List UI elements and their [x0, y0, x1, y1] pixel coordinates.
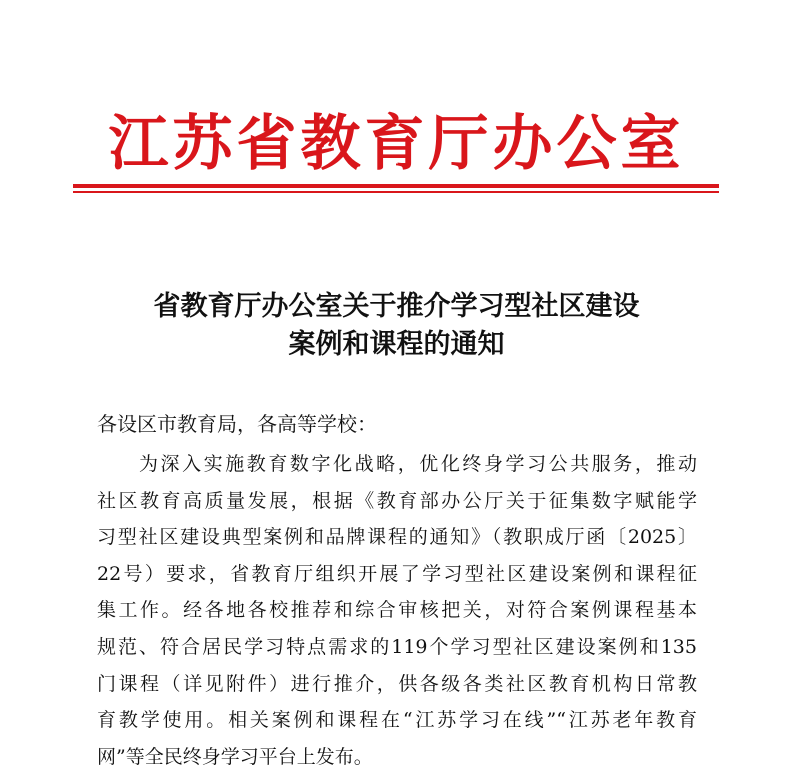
notice-body [97, 446, 697, 775]
salutation: 各设区市教育局，各高等学校： [97, 412, 377, 436]
masthead-rule-thin [73, 191, 719, 193]
notice-title-line-2: 案例和课程的通知 [288, 329, 505, 360]
body-line: 规范、符合居民学习特点需求的119个学习型社区建设案例和135 [97, 635, 697, 658]
body-line: 22号）要求，省教育厅组织开展了学习型社区建设案例和课程征 [97, 562, 697, 585]
body-line: 习型社区建设典型案例和品牌课程的通知》（教职成厅函〔2025〕 [97, 526, 697, 549]
masthead-rule-thick [73, 184, 719, 188]
body-line: 门课程（详见附件）进行推介，供各级各类社区教育机构日常教 [97, 672, 697, 695]
body-line: 为深入实施教育数字化战略，优化终身学习公共服务，推动 [139, 453, 697, 475]
body-line: 网”等全民终身学习平台上发布。 [97, 745, 373, 768]
body-line: 集工作。经各地各校推荐和综合审核把关，对符合案例课程基本 [97, 599, 697, 622]
notice-title [60, 288, 733, 364]
body-line: 育教学使用。相关案例和课程在“江苏学习在线”“江苏老年教育 [97, 709, 697, 732]
notice-title-line-1: 省教育厅办公室关于推介学习型社区建设 [153, 291, 640, 322]
masthead-title: 江苏省教育厅办公室 [108, 109, 685, 179]
body-line: 社区教育高质量发展，根据《教育部办公厅关于征集数字赋能学 [97, 489, 697, 512]
